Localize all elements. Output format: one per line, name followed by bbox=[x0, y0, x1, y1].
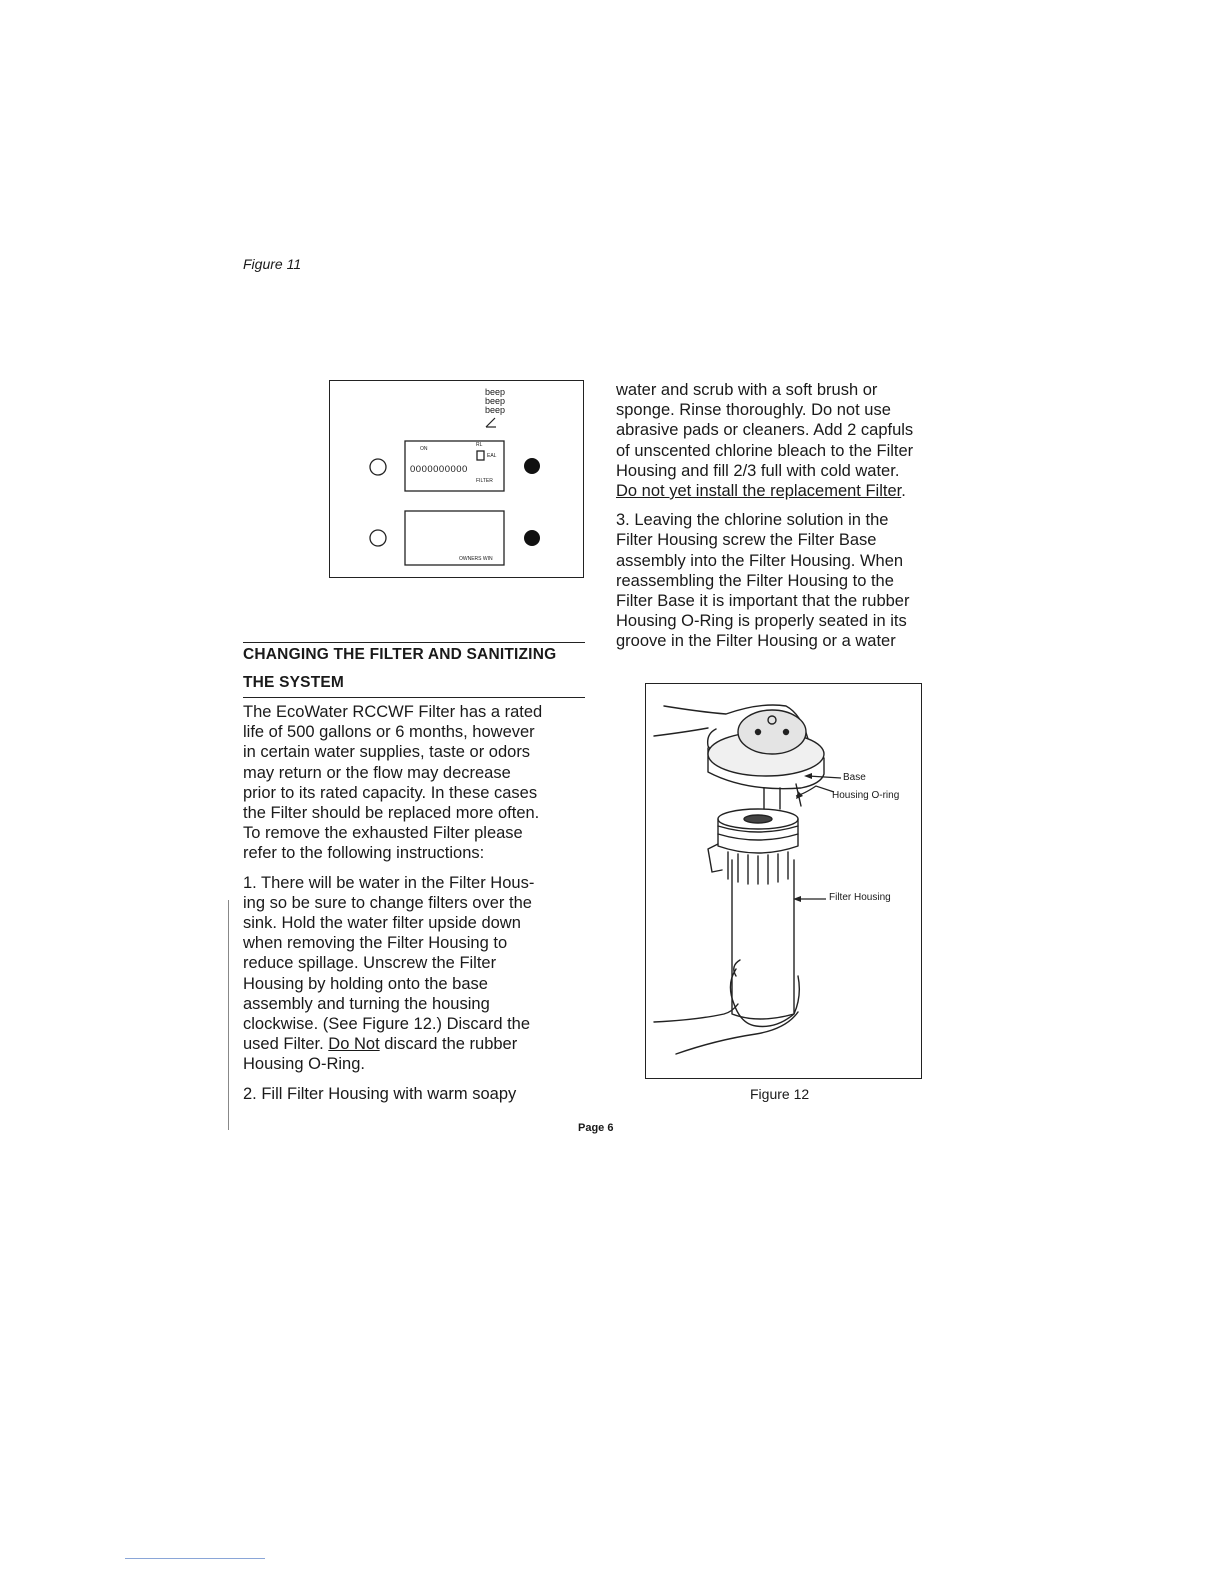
right-column bbox=[616, 380, 976, 661]
text-line: sponge. Rinse thoroughly. Do not use bbox=[616, 401, 891, 420]
text-line: refer to the following instructions: bbox=[243, 844, 485, 863]
display-label: ON bbox=[420, 446, 428, 452]
text-line: To remove the exhausted Filter please bbox=[243, 824, 523, 843]
beep-label: beep bbox=[485, 405, 506, 415]
text-span: . bbox=[901, 482, 906, 501]
text-line: prior to its rated capacity. In these cases bbox=[243, 783, 538, 802]
intro-paragraph bbox=[243, 702, 588, 864]
text-line: abrasive pads or cleaners. Add 2 capfuls bbox=[616, 421, 914, 440]
display-label: OWNERS WIN bbox=[459, 556, 493, 562]
section-heading-line2: THE SYSTEM bbox=[243, 674, 345, 691]
label-filter-housing: Filter Housing bbox=[829, 892, 891, 903]
text-span: used Filter. bbox=[243, 1035, 329, 1054]
button-outline-icon bbox=[370, 459, 386, 475]
text-line: reassembling the Filter Housing to the bbox=[616, 571, 894, 590]
text-line: water and scrub with a soft brush or bbox=[616, 381, 878, 399]
text-line: assembly into the Filter Housing. When bbox=[616, 551, 904, 570]
scan-margin-line bbox=[228, 900, 229, 1130]
text-line: ing so be sure to change filters over the bbox=[243, 893, 532, 912]
button-filled-icon bbox=[524, 458, 540, 474]
heading-rule-bottom bbox=[243, 697, 585, 698]
label-base: Base bbox=[843, 772, 866, 783]
text-line: reduce spillage. Unscrew the Filter bbox=[243, 954, 497, 973]
text-line: 2. Fill Filter Housing with warm soapy bbox=[243, 1084, 517, 1103]
text-line: clockwise. (See Figure 12.) Discard the bbox=[243, 1015, 531, 1034]
text-line: life of 500 gallons or 6 months, however bbox=[243, 723, 535, 742]
text-line bbox=[616, 481, 976, 501]
label-housing-oring: Housing O-ring bbox=[832, 790, 900, 801]
filter-housing-illustration bbox=[646, 684, 921, 1078]
text-line: 1. There will be water in the Filter Hous- bbox=[243, 873, 535, 892]
figure-12-panel bbox=[645, 683, 922, 1079]
text-line: The EcoWater RCCWF Filter has a rated bbox=[243, 703, 543, 721]
step-3-paragraph bbox=[616, 510, 976, 651]
text-span: discard the rubber bbox=[379, 1035, 518, 1054]
underlined-text: Do not yet install the replacement Filter bbox=[616, 482, 902, 501]
text-line: Housing by holding onto the base bbox=[243, 974, 488, 993]
display-label: EAL bbox=[487, 453, 497, 459]
figure-11-drawing bbox=[330, 381, 583, 577]
figure-12-caption: Figure 12 bbox=[750, 1086, 810, 1102]
text-line bbox=[243, 1034, 588, 1054]
text-line: Filter Housing screw the Filter Base bbox=[616, 531, 877, 550]
section-heading-line1: CHANGING THE FILTER AND SANITIZING bbox=[243, 646, 557, 663]
beep-label: beep bbox=[485, 396, 506, 406]
heading-rule-top bbox=[243, 642, 585, 643]
figure-11-caption: Figure 11 bbox=[243, 256, 302, 272]
step-1-paragraph bbox=[243, 873, 588, 1075]
step-2-continued bbox=[616, 380, 976, 501]
text-line: in certain water supplies, taste or odors bbox=[243, 743, 531, 762]
text-line: of unscented chlorine bleach to the Filter bbox=[616, 441, 914, 460]
text-line: sink. Hold the water filter upside down bbox=[243, 914, 521, 933]
display-label: RL bbox=[476, 442, 483, 448]
text-line: Filter Base it is important that the rubber bbox=[616, 592, 910, 611]
text-line: assembly and turning the housing bbox=[243, 994, 490, 1013]
button-filled-icon bbox=[524, 530, 540, 546]
display-digits: 0000000000 bbox=[410, 464, 468, 475]
text-line: Housing and fill 2/3 full with cold water. bbox=[616, 461, 900, 480]
button-outline-icon bbox=[370, 530, 386, 546]
beep-label: beep bbox=[485, 387, 506, 397]
page-number: Page 6 bbox=[578, 1122, 614, 1134]
text-line: groove in the Filter Housing or a water bbox=[616, 632, 896, 651]
text-line: 3. Leaving the chlorine solution in the bbox=[616, 511, 889, 530]
left-column bbox=[243, 702, 588, 1113]
text-line: when removing the Filter Housing to bbox=[243, 934, 508, 953]
text-line: may return or the flow may decrease bbox=[243, 763, 511, 782]
scan-edge-line bbox=[125, 1558, 265, 1559]
underlined-text: Do Not bbox=[328, 1035, 380, 1054]
figure-11-panel bbox=[329, 380, 584, 578]
text-line: Housing O-Ring is properly seated in its bbox=[616, 612, 907, 631]
text-line: Housing O-Ring. bbox=[243, 1055, 365, 1074]
display-label: FILTER bbox=[476, 478, 493, 484]
text-line: the Filter should be replaced more often. bbox=[243, 804, 540, 823]
step-2-paragraph bbox=[243, 1084, 588, 1104]
